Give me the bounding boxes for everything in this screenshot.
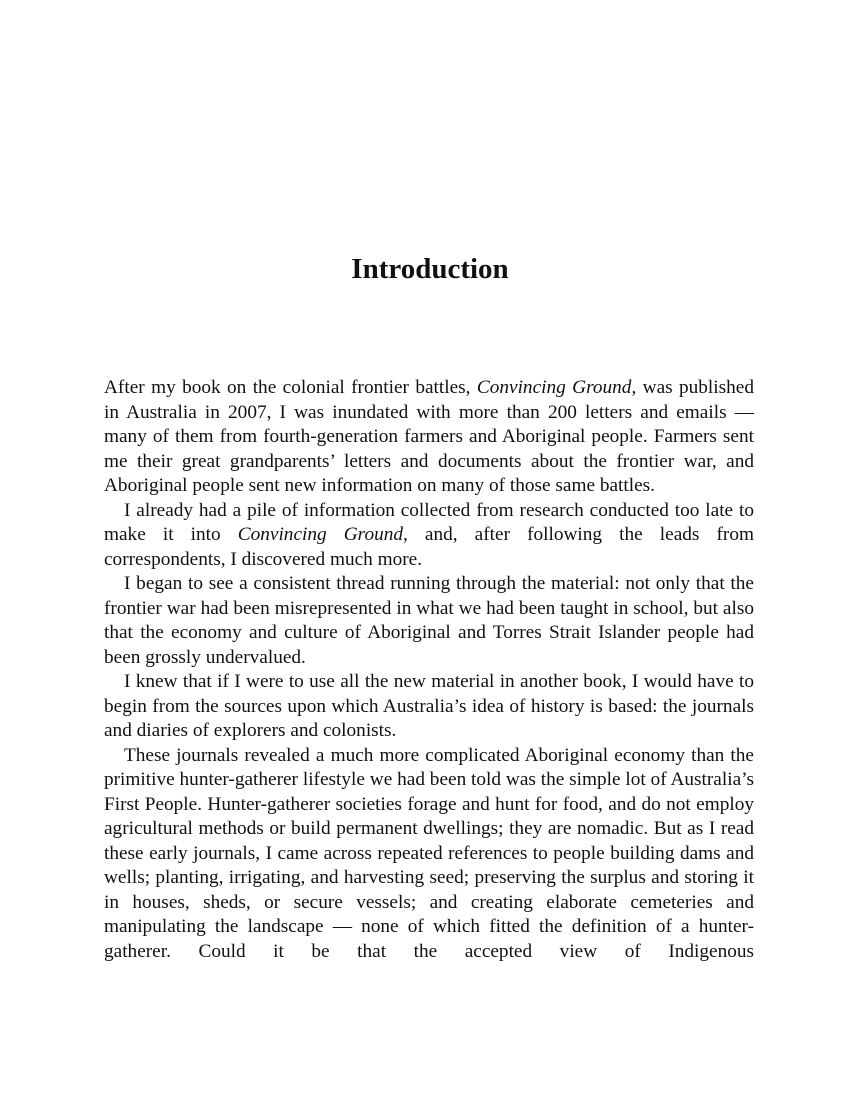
paragraph-1-text-start: After my book on the colonial frontier battles, — [104, 377, 477, 398]
book-title-italic: Convincing Ground — [237, 524, 404, 545]
paragraph-2-text-start: I already had a pile of information collected from research conducted too late to make it into — [104, 499, 754, 545]
paragraph-2-text-end: , and, after following the leads from correspondents, I discovered much more. — [104, 524, 754, 570]
book-title-italic: Convincing Ground — [476, 377, 632, 398]
chapter-title: Introduction — [351, 253, 509, 285]
body-text — [104, 376, 754, 964]
paragraph-2 — [104, 499, 754, 573]
paragraph-5: These journals revealed a much more complicated Aboriginal economy than the primitive hunter-gatherer lifestyle we had been told was the simple lot of Australia’s First People. Hunter-gatherer societies forage and hunt for food, and do not employ agricultural methods or build permanent dwellings; they are nomadic. But as I read these early journals, I came across repeated references to people building dams and wells; planting, irrigating, and harvesting seed; preserving the surplus and storing it in houses, sheds, or secure vessels; and creating elaborate cemeteries and manipulating the landscape — none of which fitted the definition of a hunter-gatherer. Could it be that the accepted view of Indigenous — [104, 744, 754, 962]
paragraph-3: I began to see a consistent thread running through the material: not only that the frontier war had been misrepresented in what we had been taught in school, but also that the economy and culture of Aboriginal and Torres Strait Islander people had been grossly undervalued. — [104, 573, 754, 668]
paragraph-1 — [104, 376, 754, 499]
paragraph-4: I knew that if I were to use all the new material in another book, I would have to begin from the sources upon which Australia’s idea of history is based: the journals and diaries of explorers and colonists. — [104, 671, 754, 741]
paragraph-1-text-end: , was published in Australia in 2007, I was inundated with more than 200 letters and emails — many of them from fourth-generation farmers and Aboriginal people. Farmers sent me their great grandparents’ letters and documents about the frontier war, and Aboriginal people sent new information on many of those same battles. — [104, 377, 754, 496]
